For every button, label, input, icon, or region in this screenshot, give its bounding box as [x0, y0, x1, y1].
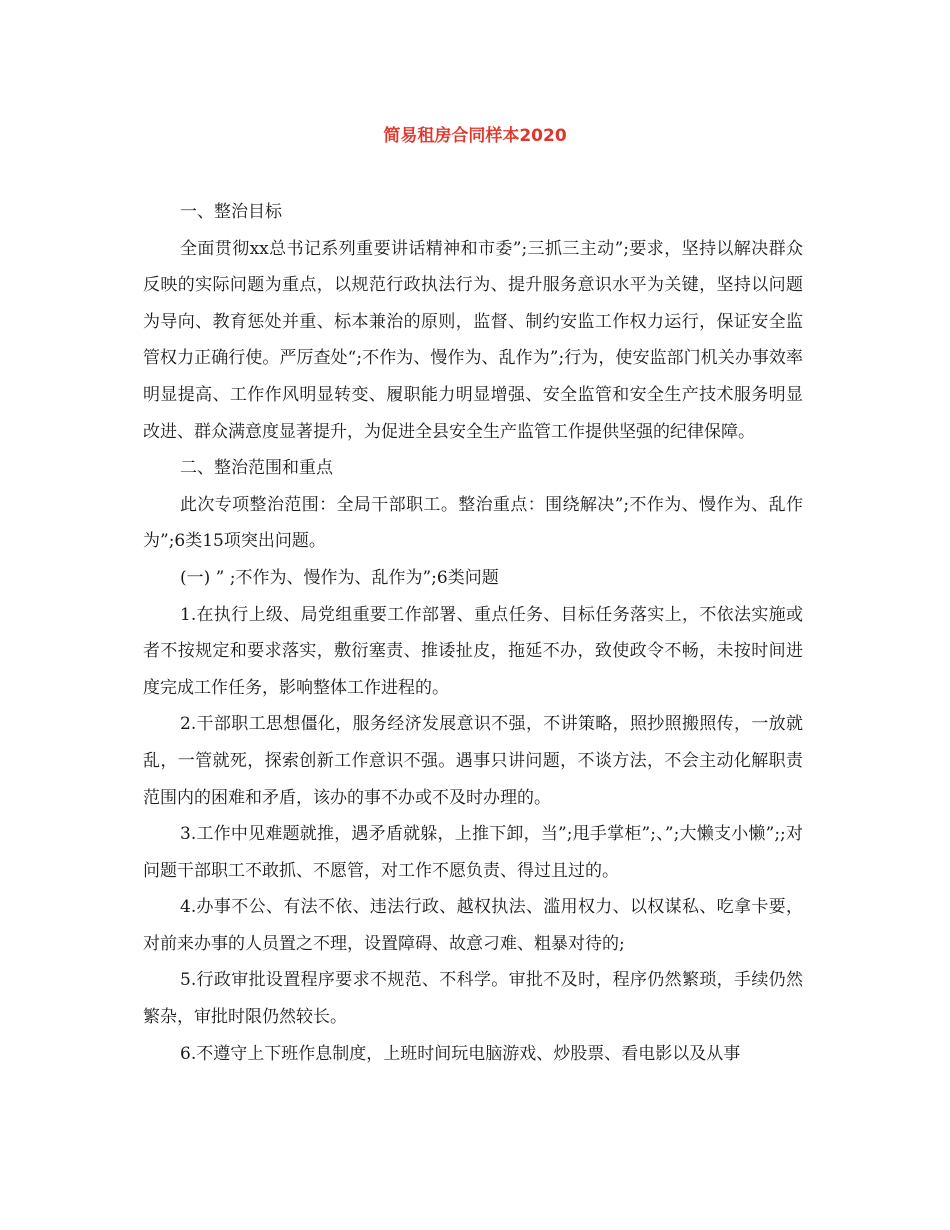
list-item-2: 2.干部职工思想僵化，服务经济发展意识不强，不讲策略，照抄照搬照传，一放就乱，一管就死，探索创新工作意识不强。遇事只讲问题，不谈方法，不会主动化解职责范围内的困难和矛盾，该办的事不办或不及时办理的。 — [143, 714, 803, 808]
list-item-1: 1.在执行上级、局党组重要工作部署、重点任务、目标任务落实上，不依法实施或者不按规定和要求落实，敷衍塞责、推诿扯皮，拖延不办，致使政令不畅，未按时间进度完成工作任务，影响整体工作进程的。 — [143, 604, 803, 698]
list-item-6: 6.不遵守上下班作息制度，上班时间玩电脑游戏、炒股票、看电影以及从事 — [180, 1043, 741, 1064]
section-heading-goal: 一、整治目标 — [180, 202, 282, 222]
section-heading-scope: 二、整治范围和重点 — [180, 458, 333, 479]
document-title: 简易租房合同样本2020 — [383, 126, 567, 146]
document-body — [143, 194, 803, 1072]
subsection-heading-problems: (一) ” ;不作为、慢作为、乱作为”;6类问题 — [180, 567, 499, 588]
paragraph-goal-text: 全面贯彻xx总书记系列重要讲话精神和市委”;三抓三主动”;要求，坚持以解决群众反映的实际问题为重点，以规范行政执法行为、提升服务意识水平为关键，坚持以问题为导向、教育惩处并重、标本兼治的原则，监督、制约安监工作权力运行，保证安全监管权力正确行使。严厉查处“;不作为、慢作为、乱作为”;行为，使安监部门机关办事效率明显提高、工作作风明显转变、履职能力明显增强、安全监管和安全生产技术服务明显改进、群众满意度显著提升，为促进全县安全生产监管工作提供坚强的纪律保障。 — [143, 238, 803, 442]
paragraph-scope-text: 此次专项整治范围：全局干部职工。整治重点：围绕解决”;不作为、慢作为、乱作为”;6类15项突出问题。 — [143, 494, 803, 552]
list-item-5: 5.行政审批设置程序要求不规范、不科学。审批不及时，程序仍然繁琐，手续仍然繁杂，审批时限仍然较长。 — [143, 970, 803, 1028]
list-item-3: 3.工作中见难题就推，遇矛盾就躲，上推下卸，当”;甩手掌柜”;、”;大懒支小懒”;;对问题干部职工不敢抓、不愿管，对工作不愿负责、得过且过的。 — [143, 824, 803, 881]
list-item-4: 4.办事不公、有法不依、违法行政、越权执法、滥用权力、以权谋私、吃拿卡要，对前来办事的人员置之不理，设置障碍、故意刁难、粗暴对待的; — [143, 897, 803, 954]
